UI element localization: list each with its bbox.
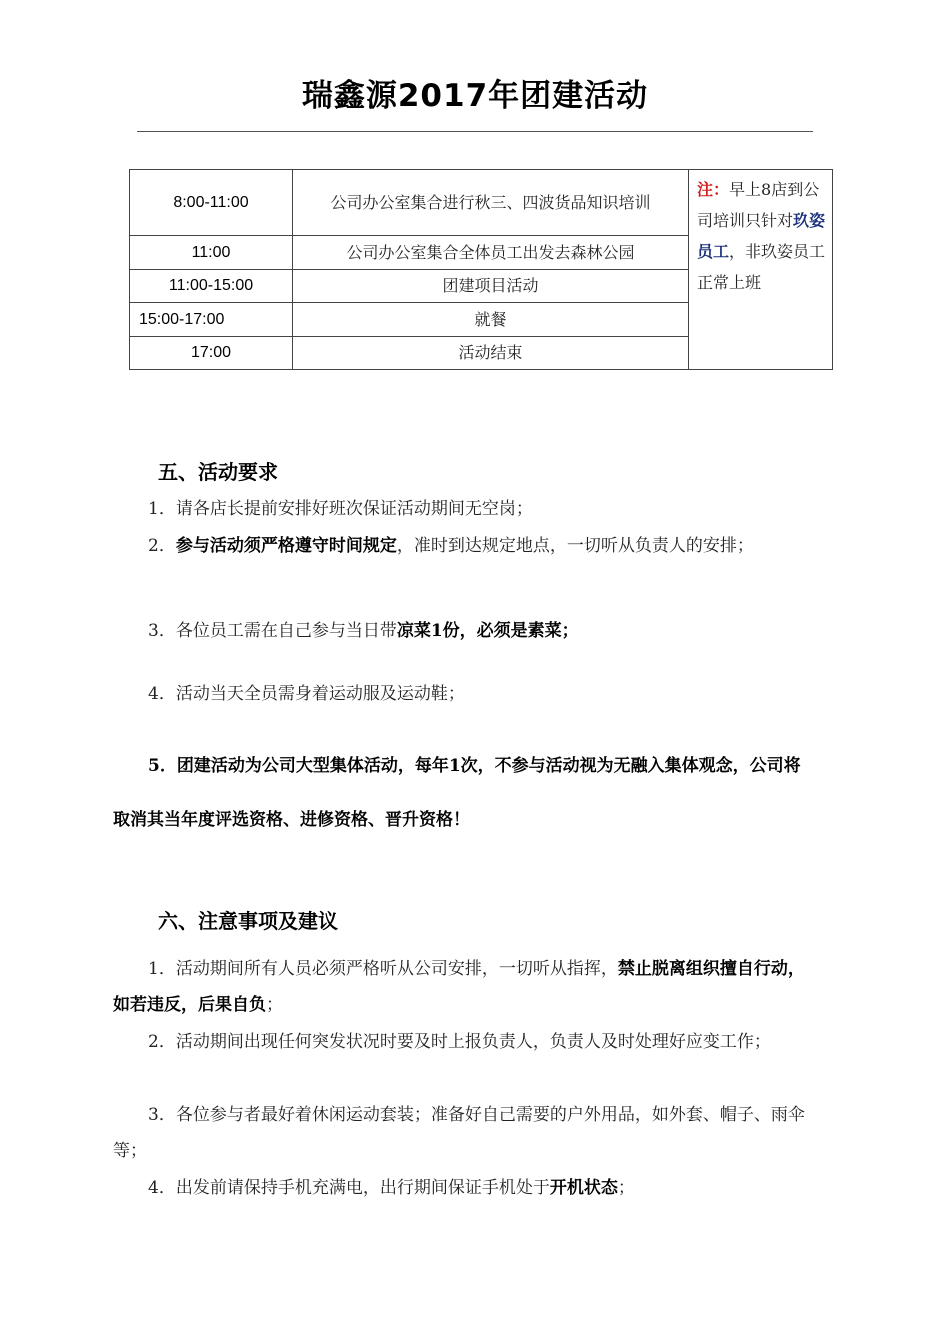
note-highlight: 玖姿员工 [697, 211, 826, 261]
item-text: ，准时到达规定地点，一切听从负责人的安排； [396, 536, 754, 556]
schedule-table [129, 169, 833, 370]
list-item [113, 1024, 813, 1060]
list-item [113, 1170, 813, 1206]
item-text: 请各店长提前安排好班次保证活动期间无空岗； [175, 499, 533, 519]
list-item [113, 613, 813, 649]
item-number: 4． [148, 1178, 176, 1198]
time-cell: 17:00 [130, 337, 293, 370]
item-text-tail: ； [617, 1178, 635, 1198]
item-bold-text: 禁止脱离组织擅自行动，如若违反，后果自负 [113, 959, 805, 1015]
item-number: 1． [148, 499, 176, 519]
item-bold-text: 团建活动为公司大型集体活动，每年1次，不参与活动视为无融入集体观念，公司将取消其当年度评选资格、进修资格、晋升资格！ [113, 756, 801, 830]
item-number: 1． [148, 959, 176, 979]
activity-cell: 活动结束 [293, 337, 689, 370]
section5-heading: 五、活动要求 [158, 460, 278, 484]
section6-heading: 六、注意事项及建议 [158, 909, 338, 933]
item-number: 3． [148, 1105, 176, 1125]
time-cell: 11:00 [130, 236, 293, 270]
item-text: 各位员工需在自己参与当日带 [175, 621, 397, 641]
note-label: 注： [697, 180, 730, 199]
item-number: 2． [148, 536, 176, 556]
note-cell [689, 170, 833, 370]
item-number: 4． [148, 684, 176, 704]
time-cell: 11:00-15:00 [130, 270, 293, 303]
item-number: 2． [148, 1032, 176, 1052]
item-bold-text: 凉菜1份，必须是素菜； [396, 621, 579, 641]
document-title: 瑞鑫源2017年团建活动 [301, 78, 649, 114]
note-text-tail: ，非玖姿员工正常上班 [697, 242, 826, 292]
time-cell: 15:00-17:00 [130, 303, 293, 337]
title-divider [137, 131, 813, 132]
table-row [130, 170, 833, 236]
item-text: 出发前请保持手机充满电，出行期间保证手机处于 [175, 1178, 550, 1198]
item-text: 活动期间出现任何突发状况时要及时上报负责人，负责人及时处理好应变工作； [175, 1032, 771, 1052]
list-item [113, 676, 813, 712]
activity-cell: 就餐 [293, 303, 689, 337]
list-item [113, 951, 813, 1023]
item-text-tail: ； [266, 995, 283, 1015]
item-number: 3． [148, 621, 176, 641]
activity-cell: 公司办公室集合全体员工出发去森林公园 [293, 236, 689, 270]
list-item [113, 528, 813, 564]
time-cell: 8:00-11:00 [130, 170, 293, 236]
list-item [113, 491, 813, 527]
item-number: 5． [148, 756, 177, 776]
list-item [113, 739, 813, 847]
item-bold-text: 开机状态 [549, 1178, 618, 1198]
item-text: 活动当天全员需身着运动服及运动鞋； [175, 684, 465, 704]
activity-cell: 团建项目活动 [293, 270, 689, 303]
list-item [113, 1097, 813, 1169]
item-text: 活动期间所有人员必须严格听从公司安排，一切听从指挥， [175, 959, 618, 979]
note-text: 早上8店到公司培训只针对 [697, 180, 820, 230]
item-bold-text: 参与活动须严格遵守时间规定 [175, 536, 397, 556]
item-text: 各位参与者最好着休闲运动套装；准备好自己需要的户外用品，如外套、帽子、雨伞等； [113, 1105, 805, 1161]
activity-cell: 公司办公室集合进行秋三、四波货品知识培训 [293, 170, 689, 236]
